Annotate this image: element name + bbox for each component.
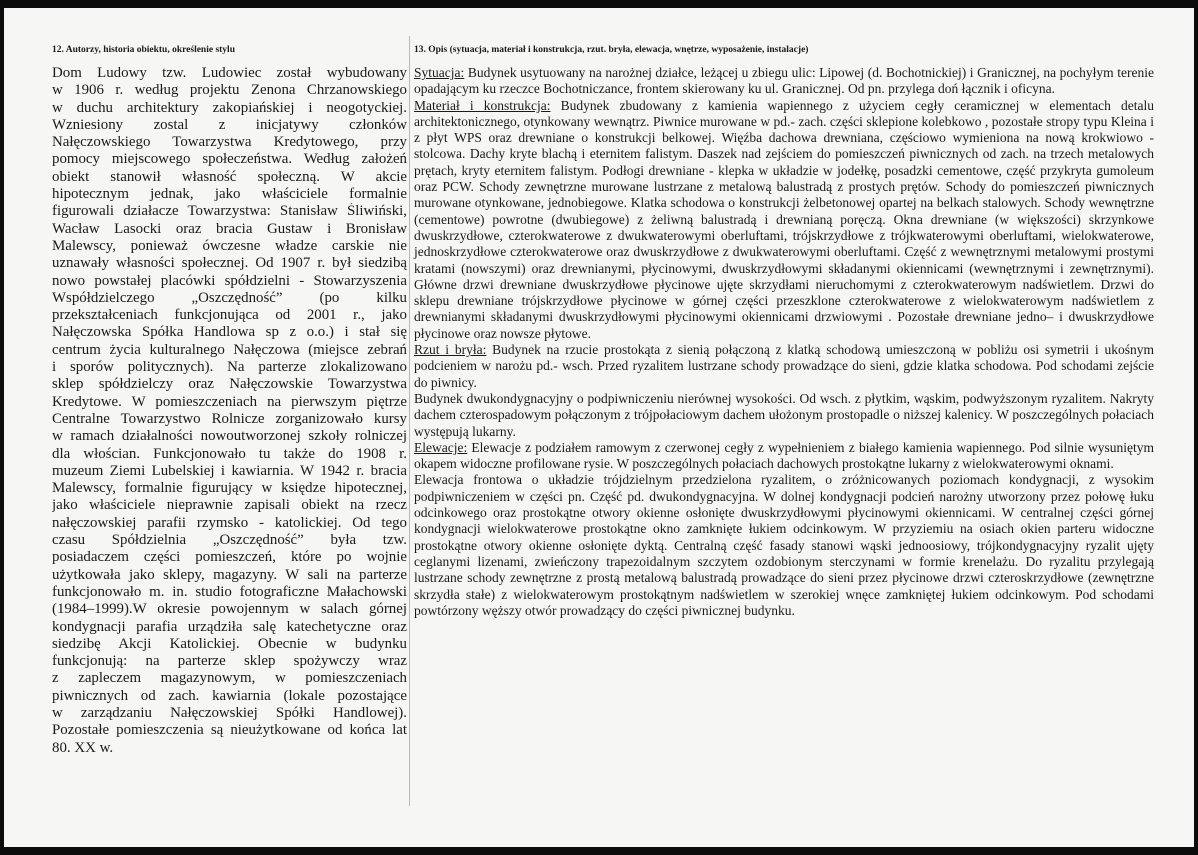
history-line: w zarządzaniu Nałęczowskiej Spółki Handlowej). xyxy=(52,704,407,721)
description-text xyxy=(414,65,1154,619)
history-line: Wzniesiony zostal z inicjatywy członków xyxy=(52,116,407,133)
history-line: siedzibę Akcji Katolickiej. Obecnie w budynku xyxy=(52,635,407,652)
history-line: w ramach działalności nowoutworzonej szkoły rolniczej xyxy=(52,428,407,445)
description-paragraph xyxy=(414,342,1154,391)
history-line: obiekt stanowił własność społeczną. W akcie xyxy=(52,168,407,185)
history-line: figurowali działacze Towarzystwa: Stanisław Śliwiński, xyxy=(52,203,407,220)
history-line: Dom Ludowy tzw. Ludowiec został wybudowany xyxy=(52,65,407,81)
history-line: Nałęczowskiego Towarzystwa Kredytowego, przy xyxy=(52,134,407,151)
history-line: posiadaczem części pomieszczeń, które po wojnie xyxy=(52,549,407,566)
paragraph-text: Budynek usytuowany na narożnej działce, leżącej u zbiegu ulic: Lipowej (d. Bochotnickiej) i Granicznej, na pochyłym terenie opadającym ku rzeczce Bochotniczance, frontem skierowany ku ul. Granicznej. Od pn. przylega doń łącznik i oficyna. xyxy=(414,65,1154,97)
history-line: użytkowała jako sklepy, magazyny. W sali na parterze xyxy=(52,566,407,583)
history-line: i sporów politycznych). Na parterze zlokalizowano xyxy=(52,359,407,376)
description-paragraph xyxy=(414,391,1154,440)
history-line: w 1906 r. według projektu Zenona Chrzanowskiego xyxy=(52,82,407,99)
paragraph-text: Budynek dwukondygnacyjny o podpiwniczeniu nierównej wysokości. Od wsch. z płytkim, wąskim, podwyższonym ryzalitem. Nakryty dachem czterospadowym połączonym z trójpołaciowym dachem ułożonym prostopadle o niższej kalenicy. W poszczególnych połaciach występują lukarny. xyxy=(414,390,1154,439)
history-line: w duchu architektury zakopiańskiej i neogotyckiej. xyxy=(52,99,407,116)
history-line: dla włościan. Funkcjonowało tu także do 1908 r. xyxy=(52,445,407,462)
history-line: centrum życia kulturalnego Nałęczowa (miejsce zebrań xyxy=(52,341,407,358)
paragraph-text: Elewacja frontowa o układzie trójdzielnym przedzielona ryzalitem, o zróżnicowanych poziomach kondygnacji, z wysokim podpiwniczeniem w części pn. Część pd. dwukondygnacyjna. W dolnej kondygnacji podcień narożny utworzony przez połowę łuku odcinkowego oraz prostokątne otwory okienne osłonięte dwuskrzydłowymi płycinowymi okiennicami. W centralnej części górnej kondygnacji wielokwaterowe prostokątne okno zamknięte łukiem odcinkowym. W przyziemiu na osiach okien parteru widoczne prostokątne otwory okienne osłonięte dyktą. Centralną część fasady stanowi wąski jednoosiowy, trójkondygnacyjny ryzalit ujęty ceglanymi lizenami, zwieńczony trapezoidalnym szczytem ozdobionym sterczynami w formie krenelażu. Do ryzalitu przylegają lustrzane schody zewnętrzne z prostą metalową balustradą prowadzące do sieni przez płycinowe drzwi czteroskrzydłowe (zewnętrzne skrzydła stałe) z wielokwaterowym prostokątnym nadświetlem w szerokiej wnęce zamkniętej łukiem odcinkowym. Pod schodami powtórzony węższy otwór prowadzący do części piwnicznej budynku. xyxy=(414,472,1154,618)
history-line: Pozostałe pomieszczenia są nieużytkowane od końca lat xyxy=(52,722,407,739)
history-line: sklep spółdzielczy oraz Nałęczowskie Towarzystwa xyxy=(52,376,407,393)
section-label: Sytuacja: xyxy=(414,65,465,80)
description-heading: 13. Opis (sytuacja, materiał i konstrukcja, rzut. bryła, elewacja, wnętrze, wyposażenie, instalacje) xyxy=(414,45,809,55)
history-line: Wacław Lasocki oraz bracia Gustaw i Bronisław xyxy=(52,220,407,237)
history-line: Malewscy, formalnie figurujący w księdze hipotecznej, xyxy=(52,480,407,497)
description-paragraph xyxy=(414,440,1154,473)
history-line: (1984–1999).W okresie powojennym w salach górnej xyxy=(52,601,407,618)
history-line: jako właściciele nieprawnie zapisali obiekt na rzecz xyxy=(52,497,407,514)
paragraph-text: Budynek zbudowany z kamienia wapiennego z użyciem cegły ceramicznej w elementach detalu architektonicznego, otynkowany wewnątrz. Piwnice murowane w pd.- zach. części sklepione kolebkowo , pozostałe stropy typu Kleina i z płyt WPS oraz drewniane o konstrukcji belkowej. Więźba dachowa drewniana, częściowo wymieniona na nową krokwiowo - stolcowa. Dachy kryte blachą i eternitem falistym. Daszek nad zejściem do pomieszczeń piwnicznych od zach. na trzech metalowych prętach, kryty eternitem falistym. Podłogi drewniane - klepka w układzie w jodełkę, posadzki cementowe, część przykryta gumoleum oraz PCW. Schody zewnętrzne murowane lustrzane z metalową balustradą z prostych prętów. Schody do pomieszczeń piwnicznych murowane otynkowane, jednobiegowe. Klatka schodowa o konstrukcji żelbetonowej opartej na belkach stalowych. Schody wewnętrzne (cementowe) powrotne (dwubiegowe) z żeliwną balustradą i drewnianą poręczą. Okna drewniane (w większości) skrzynkowe dwuskrzydłowe, czterokwaterowe z dwukwaterowymi oberluftami, trójskrzydłowe z trójkwaterowymi oberluftami, wielokwaterowe, jednoskrzydłowe czterokwaterowe oraz dwuskrzydłowe z dwukwaterowymi oberluftami. Część z wewnętrznymi metalowymi prostymi kratami (nowszymi) oraz drewnianymi, płycinowymi, dwuskrzydłowymi składanymi okiennicami (wewnętrznymi i zewnętrznymi). Główne drzwi drewniane dwuskrzydłowe płycinowe ujęte skrzydłami nieruchomymi z czterokwaterowym nadświetlem. Drzwi do sklepu drewniane trójskrzydłowe płycinowe w górnej części przeszklone czterokwaterowe z wielokwaterowym nadświetlem z drewnianymi składanymi dwuskrzydłowymi płycinowymi okiennicami drzwiowymi . Pozostałe drewniane jedno– i dwuskrzydłowe płycinowe oraz nowsze płytowe. xyxy=(414,97,1154,341)
description-paragraph xyxy=(414,98,1154,342)
history-line: Współdzielczego „Oszczędność” (po kilku xyxy=(52,289,407,306)
history-line: Kredytowe. W pomieszczeniach na pierwszym piętrze xyxy=(52,393,407,410)
history-line: Centralne Towarzystwo Rolnicze zorganizowało kursy xyxy=(52,410,407,427)
history-line: Malewscy, ponieważ ówczesne władze carskie nie xyxy=(52,237,407,254)
section-label: Rzut i bryła: xyxy=(414,342,487,358)
history-line: nałęczowskiej parafii rzymsko - katolickiej. Od tego xyxy=(52,514,407,531)
description-paragraph xyxy=(414,65,1154,98)
document-page xyxy=(4,8,1194,847)
history-line: nowo powstałej placówki spółdzielni - Stowarzyszenia xyxy=(52,272,407,289)
history-line: kondygnacji parafia urządziła salę katechetyczne oraz xyxy=(52,618,407,635)
section-label: Elewacje: xyxy=(414,439,468,455)
history-line: hipotecznym jednak, jako właściciele formalnie xyxy=(52,186,407,203)
history-line: pomocy miejscowego społeczeństwa. Według założeń xyxy=(52,151,407,168)
history-line: uznawały własności społecznej. Od 1907 r. był siedzibą xyxy=(52,255,407,272)
description-column xyxy=(414,38,1154,619)
history-heading: 12. Autorzy, historia obiektu, określenie stylu xyxy=(52,45,235,55)
history-text xyxy=(52,65,407,757)
column-divider xyxy=(409,36,410,806)
history-line: funkcjonują: na parterze sklep spożywczy wraz xyxy=(52,653,407,670)
history-line: funkcjonowało m. in. studio fotograficzne Małachowski xyxy=(52,583,407,600)
paragraph-text: Elewacje z podziałem ramowym z czerwonej cegły z wypełnieniem z białego kamienia wapiennego. Pod silnie wysuniętym okapem widoczne profilowane rysie. W poszczególnych połaciach dachowych prostokątne lukarny z wielokwaterowymi oknami. xyxy=(414,439,1154,472)
history-line: 80. XX w. xyxy=(52,739,114,756)
paragraph-text: Budynek na rzucie prostokąta z sienią połączoną z klatką schodową umieszczoną w pobliżu osi symetrii i ukośnym podcieniem w narożu pd.- wsch. Przed ryzalitem lustrzane schody prowadzące do sieni, gdzie klatka schodowa. Pod schodami zejście do piwnicy. xyxy=(414,342,1154,390)
description-paragraph xyxy=(414,472,1154,619)
history-line: z zapleczem magazynowym, w pomieszczeniach xyxy=(52,670,407,687)
section-label: Materiał i konstrukcja: xyxy=(414,97,551,113)
history-column xyxy=(52,38,407,757)
history-line: piwnicznych od zach. kawiarnia (lokale pozostające xyxy=(52,687,407,704)
history-line: Nałęczowska Spółka Handlowa sp z o.o.) i stał się xyxy=(52,324,407,341)
history-line: czasu Spółdzielnia „Oszczędność” była tzw. xyxy=(52,532,407,549)
history-line: muzeum Ziemi Lubelskiej i kawiarnia. W 1942 r. bracia xyxy=(52,462,407,479)
history-line: przekształceniach funkcjonująca od 2001 r., jako xyxy=(52,307,407,324)
